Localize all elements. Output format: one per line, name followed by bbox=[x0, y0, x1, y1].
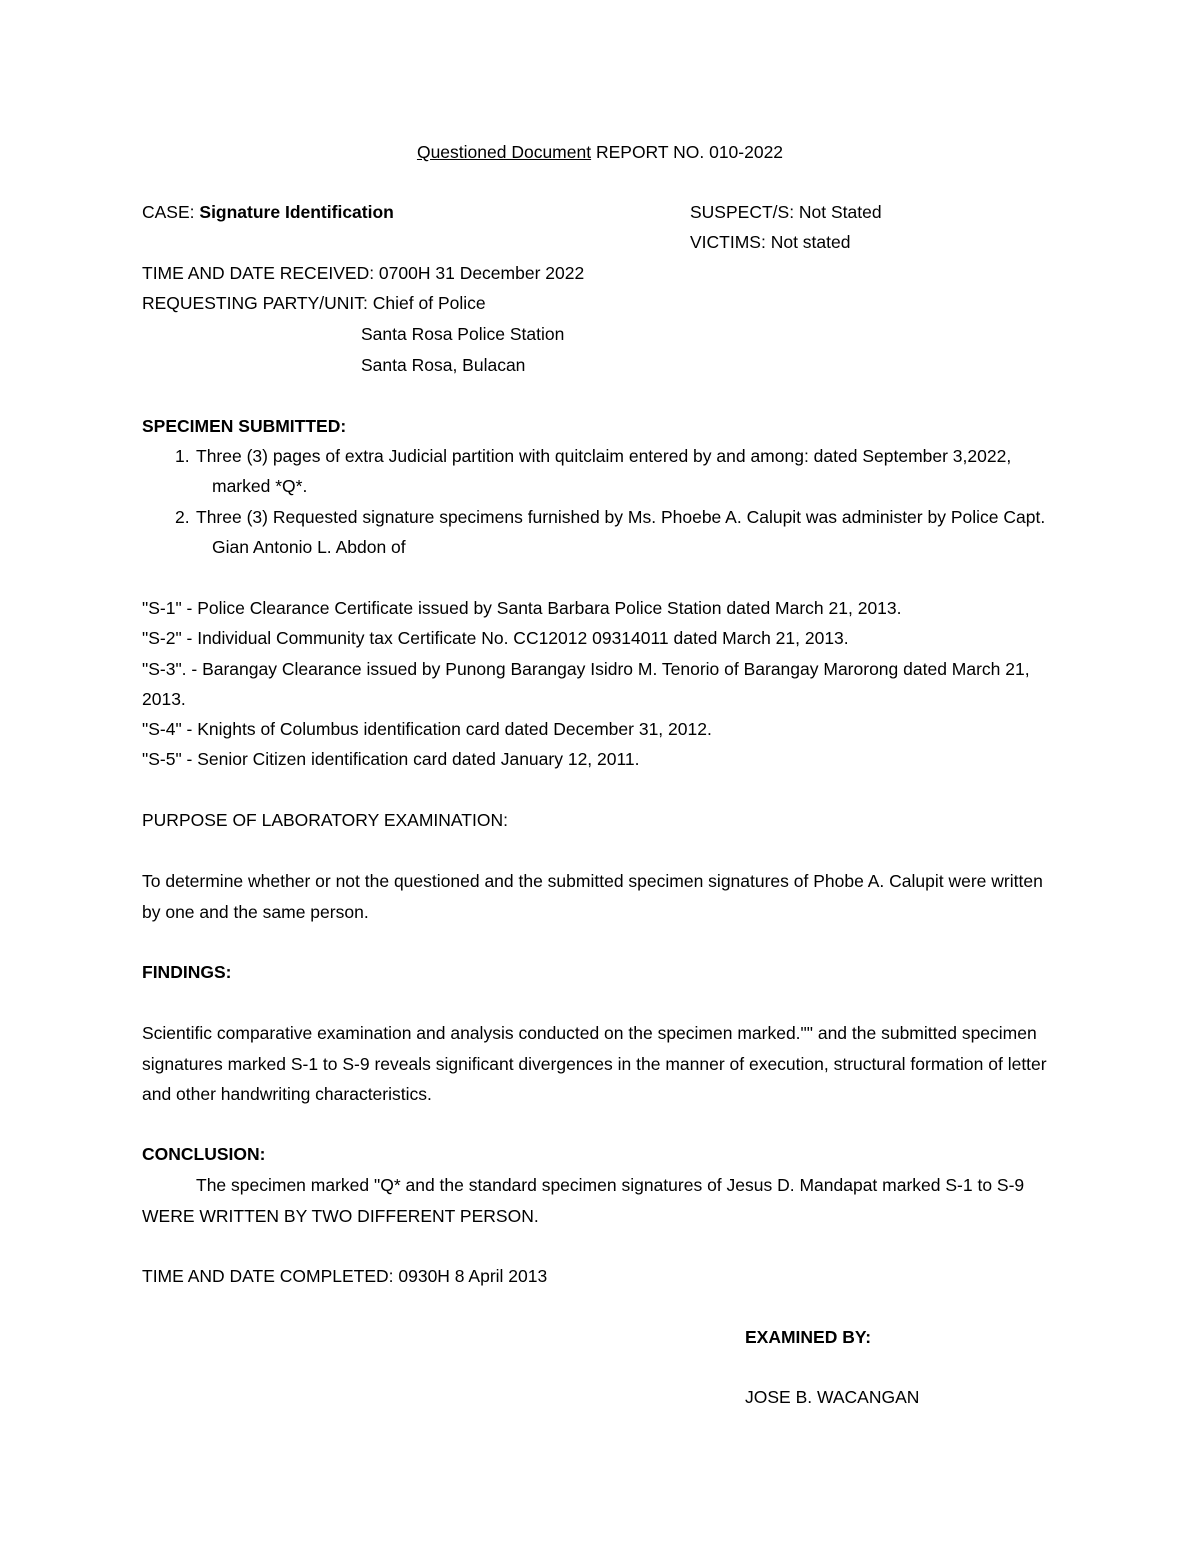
report-title-number: REPORT NO. 010-2022 bbox=[591, 142, 784, 162]
purpose-text-2: by one and the same person. bbox=[142, 902, 369, 922]
purpose-text-1: To determine whether or not the questioned and the submitted specimen signatures of Phobe A. Calupit were written bbox=[142, 871, 1043, 891]
standard-s4: "S-4" - Knights of Columbus identification card dated December 31, 2012. bbox=[142, 719, 712, 739]
specimen-item-1-text: Three (3) pages of extra Judicial partition with quitclaim entered by and among: dated September 3,2022, bbox=[196, 446, 1012, 466]
standard-s5: "S-5" - Senior Citizen identification card dated January 12, 2011. bbox=[142, 749, 640, 769]
specimen-item-1-text-cont: marked *Q*. bbox=[212, 476, 308, 496]
case-line bbox=[142, 201, 394, 223]
conclusion-text-1: The specimen marked "Q* and the standard specimen signatures of Jesus D. Mandapat marked S-1 to S-9 bbox=[196, 1175, 1025, 1195]
standard-s3-cont: 2013. bbox=[142, 689, 186, 709]
standard-s3: "S-3". - Barangay Clearance issued by Punong Barangay Isidro M. Tenorio of Barangay Marorong dated March 21, bbox=[142, 659, 1030, 679]
report-title bbox=[0, 141, 1200, 163]
examined-by-label: EXAMINED BY: bbox=[745, 1327, 872, 1347]
time-received-line: TIME AND DATE RECEIVED: 0700H 31 December 2022 bbox=[142, 263, 585, 283]
specimen-item-2-text: Three (3) Requested signature specimens furnished by Ms. Phoebe A. Calupit was administer by Police Capt. bbox=[196, 507, 1046, 527]
suspects-line: SUSPECT/S: Not Stated bbox=[690, 202, 882, 222]
conclusion-heading: CONCLUSION: bbox=[142, 1144, 266, 1164]
standard-s2: "S-2" - Individual Community tax Certificate No. CC12012 09314011 dated March 21, 2013. bbox=[142, 628, 849, 648]
case-label: CASE: bbox=[142, 202, 200, 222]
requesting-party-location: Santa Rosa, Bulacan bbox=[361, 355, 526, 375]
findings-text-2: signatures marked S-1 to S-9 reveals significant divergences in the manner of execution, structural formation of letter bbox=[142, 1054, 1047, 1074]
requesting-party-line: REQUESTING PARTY/UNIT: Chief of Police bbox=[142, 293, 486, 313]
specimen-heading: SPECIMEN SUBMITTED: bbox=[142, 416, 347, 436]
findings-text-1: Scientific comparative examination and analysis conducted on the specimen marked."" and the submitted specimen bbox=[142, 1023, 1037, 1043]
purpose-heading: PURPOSE OF LABORATORY EXAMINATION: bbox=[142, 810, 508, 830]
standard-s1: "S-1" - Police Clearance Certificate issued by Santa Barbara Police Station dated March 21, 2013. bbox=[142, 598, 902, 618]
time-completed-line: TIME AND DATE COMPLETED: 0930H 8 April 2013 bbox=[142, 1266, 548, 1286]
specimen-item-2-number: 2. bbox=[175, 507, 190, 527]
findings-heading: FINDINGS: bbox=[142, 962, 232, 982]
findings-text-3: and other handwriting characteristics. bbox=[142, 1084, 432, 1104]
specimen-item-1-number: 1. bbox=[175, 446, 190, 466]
case-value: Signature Identification bbox=[199, 202, 394, 222]
conclusion-text-2: WERE WRITTEN BY TWO DIFFERENT PERSON. bbox=[142, 1206, 539, 1226]
report-title-underlined: Questioned Document bbox=[416, 142, 592, 162]
specimen-item-2-text-cont: Gian Antonio L. Abdon of bbox=[212, 537, 406, 557]
victims-line: VICTIMS: Not stated bbox=[690, 232, 851, 252]
requesting-party-station: Santa Rosa Police Station bbox=[361, 324, 565, 344]
examiner-name: JOSE B. WACANGAN bbox=[745, 1387, 920, 1407]
